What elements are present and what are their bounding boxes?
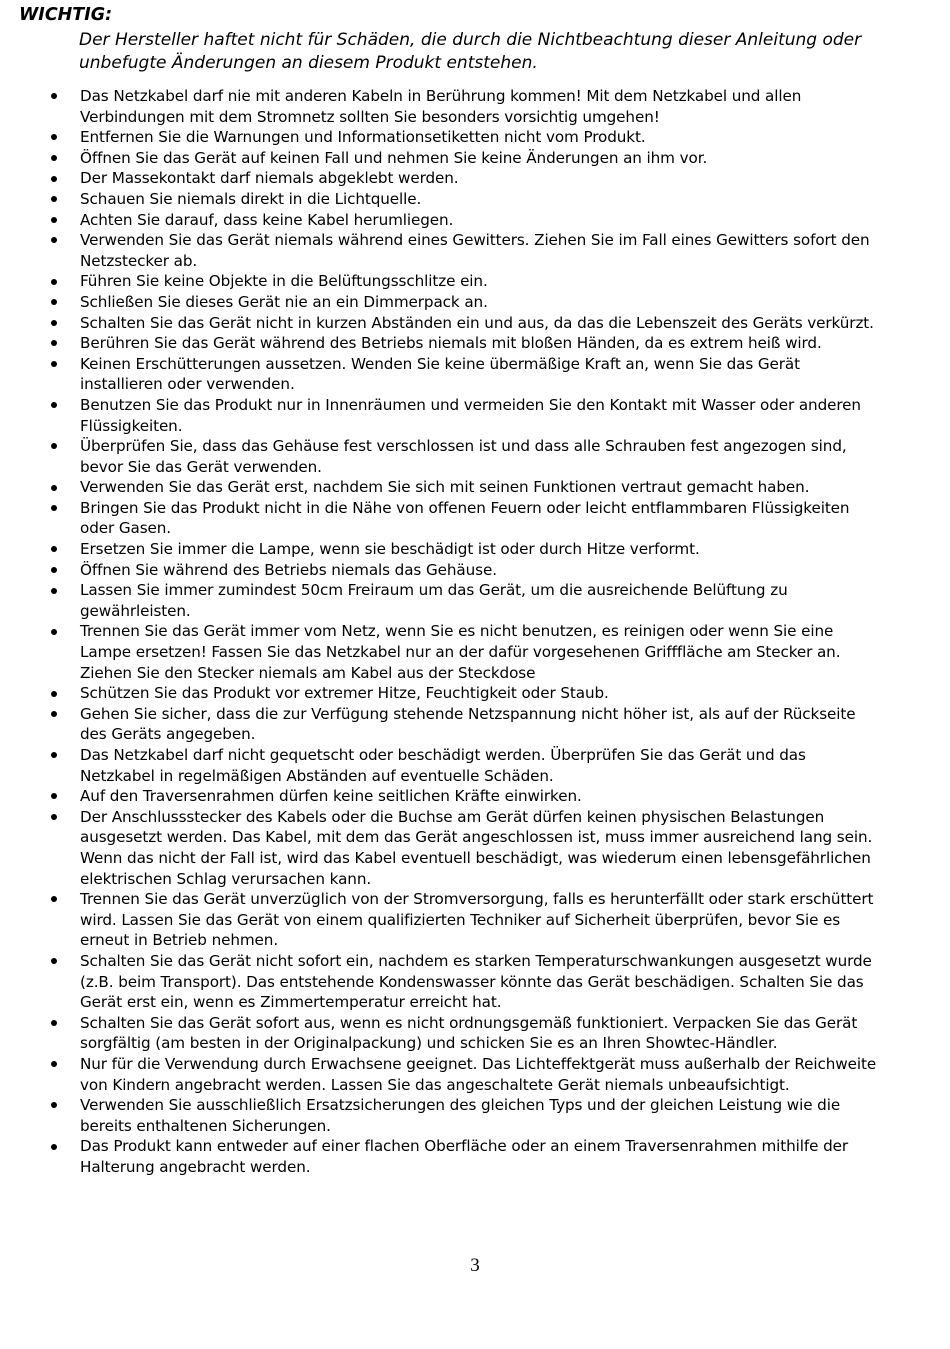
rule-text: Verwenden Sie das Gerät niemals während eines Gewitters. Ziehen Sie im Fall eines Gewitters sofort den Netzstecker ab. [80,231,870,270]
rule-text: Schützen Sie das Produkt vor extremer Hitze, Feuchtigkeit oder Staub. [80,684,609,703]
bullet-icon [49,189,59,210]
list-item [0,498,950,539]
list-item [0,889,950,951]
list-item [0,807,950,889]
rule-text: Das Produkt kann entweder auf einer flachen Oberfläche oder an einem Traversenrahmen mithilfe der Halterung angebracht werden. [80,1137,849,1176]
bullet-icon [49,951,59,972]
safety-rules-list [0,86,950,1177]
list-item [0,292,950,313]
list-item [0,86,950,127]
list-item [0,786,950,807]
rule-text: Benutzen Sie das Produkt nur in Innenräumen und vermeiden Sie den Kontakt mit Wasser oder anderen Flüssigkeiten. [80,395,861,435]
rule-text: Führen Sie keine Objekte in die Belüftungsschlitze ein. [80,272,488,291]
list-item [0,539,950,560]
list-item [0,333,950,354]
list-item [0,313,950,334]
rule-text: Ersetzen Sie immer die Lampe, wenn sie beschädigt ist oder durch Hitze verformt. [80,540,700,559]
bullet-icon [49,1013,59,1034]
list-item [0,168,950,189]
bullet-icon [49,333,59,354]
rule-text: Überprüfen Sie, dass das Gehäuse fest verschlossen ist und dass alle Schrauben fest angezogen sind, bevor Sie das Gerät verwenden. [80,437,847,476]
bullet-icon [49,580,59,601]
rule-text: Schauen Sie niemals direkt in die Lichtquelle. [80,189,422,208]
list-item [0,395,950,436]
list-item [0,189,950,210]
rule-text: Berühren Sie das Gerät während des Betriebs niemals mit bloßen Händen, da es extrem heiß wird. [80,334,822,353]
list-item [0,477,950,498]
rule-text: Der Anschlussstecker des Kabels oder die Buchse am Gerät dürfen keinen physischen Belastungen ausgesetzt werden. Das Kabel, mit dem das Gerät angeschlossen ist, muss immer ausreichend lang sein. Wenn das nicht der Fall ist, wird das Kabel eventuell beschädigt, was wiederum einen lebensgefährlichen elektrischen Schlag verursachen kann. [80,807,873,888]
bullet-icon [49,683,59,704]
list-item [0,354,950,395]
rule-text: Lassen Sie immer zumindest 50cm Freiraum um das Gerät, um die ausreichende Belüftung zu gewährleisten. [80,581,788,620]
list-item [0,745,950,786]
list-item [0,210,950,231]
rule-text: Das Netzkabel darf nie mit anderen Kabeln in Berührung kommen! Mit dem Netzkabel und allen Verbindungen mit dem Stromnetz sollten Sie besonders vorsichtig umgehen! [80,87,802,126]
bullet-icon [49,477,59,498]
rule-text: Verwenden Sie ausschließlich Ersatzsicherungen des gleichen Typs und der gleichen Leistung wie die bereits enthaltenen Sicherungen. [80,1096,841,1135]
rule-text: Entfernen Sie die Warnungen und Informationsetiketten nicht vom Produkt. [80,128,646,147]
list-item [0,1095,950,1136]
rule-text: Trennen Sie das Gerät unverzüglich von der Stromversorgung, falls es herunterfällt oder stark erschüttert wird. Lassen Sie das Gerät von einem qualifizierten Techniker auf Sicherheit überprüfen, bevor Sie es erneut in Betrieb nehmen. [80,890,874,950]
bullet-icon [49,436,59,457]
bullet-icon [49,539,59,560]
rule-text: Keinen Erschütterungen aussetzen. Wenden Sie keine übermäßige Kraft an, wenn Sie das Gerät installieren oder verwenden. [80,354,800,394]
list-item [0,683,950,704]
rule-text: Schließen Sie dieses Gerät nie an ein Dimmerpack an. [80,292,488,311]
bullet-icon [49,148,59,169]
list-item [0,271,950,292]
bullet-icon [49,354,59,375]
bullet-icon [49,127,59,148]
bullet-icon [49,168,59,189]
rule-text: Verwenden Sie das Gerät erst, nachdem Sie sich mit seinen Funktionen vertraut gemacht haben. [80,478,810,497]
rule-text: Öffnen Sie das Gerät auf keinen Fall und nehmen Sie keine Änderungen an ihm vor. [80,148,708,167]
bullet-icon [49,210,59,231]
list-item [0,230,950,271]
bullet-icon [49,621,59,642]
liability-notice: Der Hersteller haftet nicht für Schäden, die durch die Nichtbeachtung dieser Anleitung oder unbefugte Änderungen an diesem Produkt entstehen. [79,30,862,73]
rule-text: Schalten Sie das Gerät sofort aus, wenn es nicht ordnungsgemäß funktioniert. Verpacken Sie das Gerät sorgfältig (am besten in der Originalpackung) und schicken Sie es an Ihren Showtec-Händler. [80,1013,858,1053]
bullet-icon [49,271,59,292]
rule-text: Trennen Sie das Gerät immer vom Netz, wenn Sie es nicht benutzen, es reinigen oder wenn Sie eine Lampe ersetzen! Fassen Sie das Netzkabel nur an der dafür vorgesehenen Grifffläche am Stecker an. Ziehen Sie den Stecker niemals am Kabel aus der Steckdose [80,622,841,682]
bullet-icon [49,1136,59,1157]
bullet-icon [49,889,59,910]
list-item [0,127,950,148]
bullet-icon [49,498,59,519]
bullet-icon [49,807,59,828]
bullet-icon [49,395,59,416]
bullet-icon [49,86,59,107]
rule-text: Das Netzkabel darf nicht gequetscht oder beschädigt werden. Überprüfen Sie das Gerät und das Netzkabel in regelmäßigen Abständen auf eventuelle Schäden. [80,746,806,785]
rule-text: Gehen Sie sicher, dass die zur Verfügung stehende Netzspannung nicht höher ist, als auf der Rückseite des Geräts angegeben. [80,704,856,744]
bullet-icon [49,1095,59,1116]
bullet-icon [49,560,59,581]
list-item [0,148,950,169]
bullet-icon [49,786,59,807]
list-item [0,951,950,1013]
rule-text: Achten Sie darauf, dass keine Kabel herumliegen. [80,210,454,229]
list-item [0,436,950,477]
rule-text: Der Massekontakt darf niemals abgeklebt werden. [80,169,459,188]
rule-text: Schalten Sie das Gerät nicht sofort ein, nachdem es starken Temperaturschwankungen ausgesetzt wurde (z.B. beim Transport). Das entstehende Kondenswasser könnte das Gerät beschädigen. Schalten Sie das Gerät erst ein, wenn es Zimmertemperatur erreicht hat. [80,951,872,1012]
list-item [0,704,950,745]
rule-text: Bringen Sie das Produkt nicht in die Nähe von offenen Feuern oder leicht entflammbaren Flüssigkeiten oder Gasen. [80,498,850,538]
bullet-icon [49,292,59,313]
list-item [0,621,950,683]
rule-text: Schalten Sie das Gerät nicht in kurzen Abständen ein und aus, da das die Lebenszeit des Geräts verkürzt. [80,313,874,332]
rule-text: Nur für die Verwendung durch Erwachsene geeignet. Das Lichteffektgerät muss außerhalb der Reichweite von Kindern angebracht werden. Lassen Sie das angeschaltete Gerät niemals unbeaufsichtigt. [80,1054,877,1094]
bullet-icon [49,745,59,766]
list-item [0,580,950,621]
bullet-icon [49,1054,59,1075]
list-item [0,1136,950,1177]
warning-heading: WICHTIG: [19,5,113,25]
rule-text: Öffnen Sie während des Betriebs niemals das Gehäuse. [80,560,497,579]
bullet-icon [49,313,59,334]
list-item [0,1054,950,1095]
list-item [0,1013,950,1054]
rule-text: Auf den Traversenrahmen dürfen keine seitlichen Kräfte einwirken. [80,787,582,806]
page-number: 3 [470,1255,480,1276]
bullet-icon [49,230,59,251]
bullet-icon [49,704,59,725]
list-item [0,560,950,581]
